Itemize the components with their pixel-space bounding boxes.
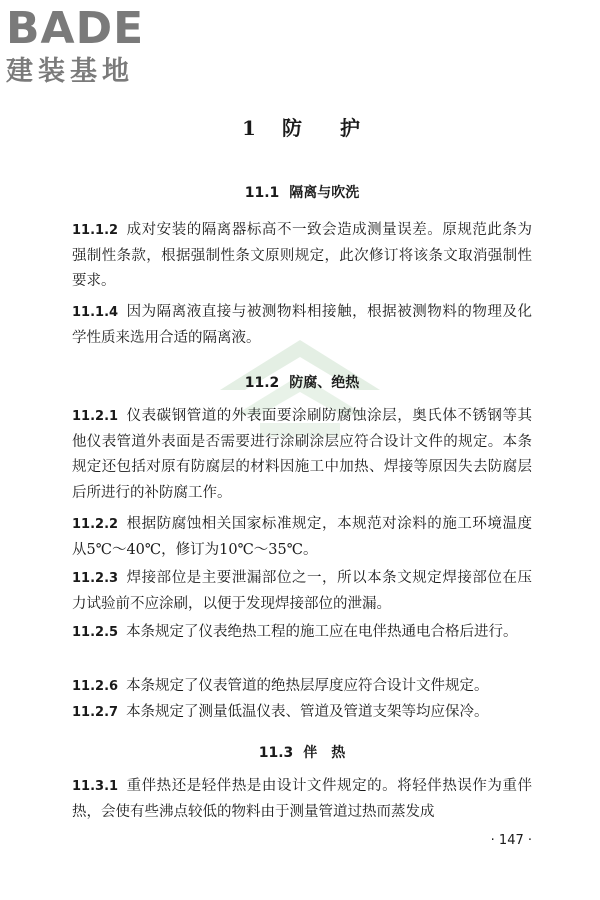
clause-number: 11.2.6 — [72, 679, 119, 694]
logo-subtitle: 建装基地 — [6, 56, 134, 87]
section-heading — [72, 742, 532, 762]
section-title: 隔离与吹洗 — [289, 185, 360, 201]
clause-text: 成对安装的隔离器标高不一致会造成测量误差。原规范此条为强制性条款，根据强制性条文原则规定，此次修订将该条文取消强制性要求。 — [72, 222, 532, 289]
chapter-number: 1 — [242, 116, 258, 140]
clause-number: 11.2.3 — [72, 571, 119, 586]
chapter-title-part1: 防 — [281, 116, 304, 140]
chapter-title-part2: 护 — [339, 116, 362, 140]
clause-paragraph — [72, 774, 532, 825]
clause-text: 因为隔离液直接与被测物料相接触，根据被测物料的物理及化学性质来选用合适的隔离液。 — [72, 304, 532, 346]
clause-number: 11.2.2 — [72, 517, 119, 532]
clause-text: 焊接部位是主要泄漏部位之一，所以本条文规定焊接部位在压力试验前不应涂刷，以便于发现焊接部位的泄漏。 — [72, 570, 532, 612]
clause-number: 11.2.1 — [72, 409, 119, 424]
clause-paragraph — [72, 566, 532, 617]
clause-number: 11.3.1 — [72, 779, 119, 794]
clause-paragraph — [72, 674, 532, 700]
clause-number: 11.1.4 — [72, 305, 119, 320]
clause-number: 11.2.5 — [72, 625, 119, 640]
clause-paragraph — [72, 620, 532, 646]
section-heading — [72, 372, 532, 392]
clause-text: 本条规定了仪表管道的绝热层厚度应符合设计文件规定。 — [126, 678, 489, 694]
clause-text: 本条规定了测量低温仪表、管道及管道支架等均应保冷。 — [126, 704, 489, 720]
logo-brand-text: BADE — [6, 3, 145, 54]
chapter-heading — [72, 112, 532, 141]
clause-paragraph — [72, 404, 532, 506]
brand-logo — [6, 4, 186, 90]
section-title: 伴 热 — [303, 745, 346, 761]
clause-number: 11.2.7 — [72, 705, 119, 720]
clause-paragraph — [72, 218, 532, 295]
clause-text: 重伴热还是轻伴热是由设计文件规定的。将轻伴热误作为重伴热，会使有些沸点较低的物料由于测量管道过热而蒸发成 — [72, 778, 532, 820]
clause-text: 根据防腐蚀相关国家标准规定，本规范对涂料的施工环境温度从5℃～40℃，修订为10℃～35℃。 — [72, 516, 532, 558]
section-number: 11.2 — [244, 375, 280, 391]
section-title: 防腐、绝热 — [289, 375, 360, 391]
clause-paragraph — [72, 512, 532, 563]
section-number: 11.3 — [258, 745, 294, 761]
section-heading — [72, 182, 532, 202]
clause-paragraph — [72, 700, 532, 726]
clause-text: 本条规定了仪表绝热工程的施工应在电伴热通电合格后进行。 — [126, 624, 518, 640]
page-number: · 147 · — [490, 833, 532, 848]
clause-text: 仪表碳钢管道的外表面要涂刷防腐蚀涂层，奥氏体不锈钢等其他仪表管道外表面是否需要进行涂刷涂层应符合设计文件的规定。本条规定还包括对原有防腐层的材料因施工中加热、焊接等原因失去防腐层后所进行的补防腐工作。 — [72, 408, 532, 501]
clause-paragraph — [72, 300, 532, 351]
section-number: 11.1 — [244, 185, 280, 201]
clause-number: 11.1.2 — [72, 223, 119, 238]
